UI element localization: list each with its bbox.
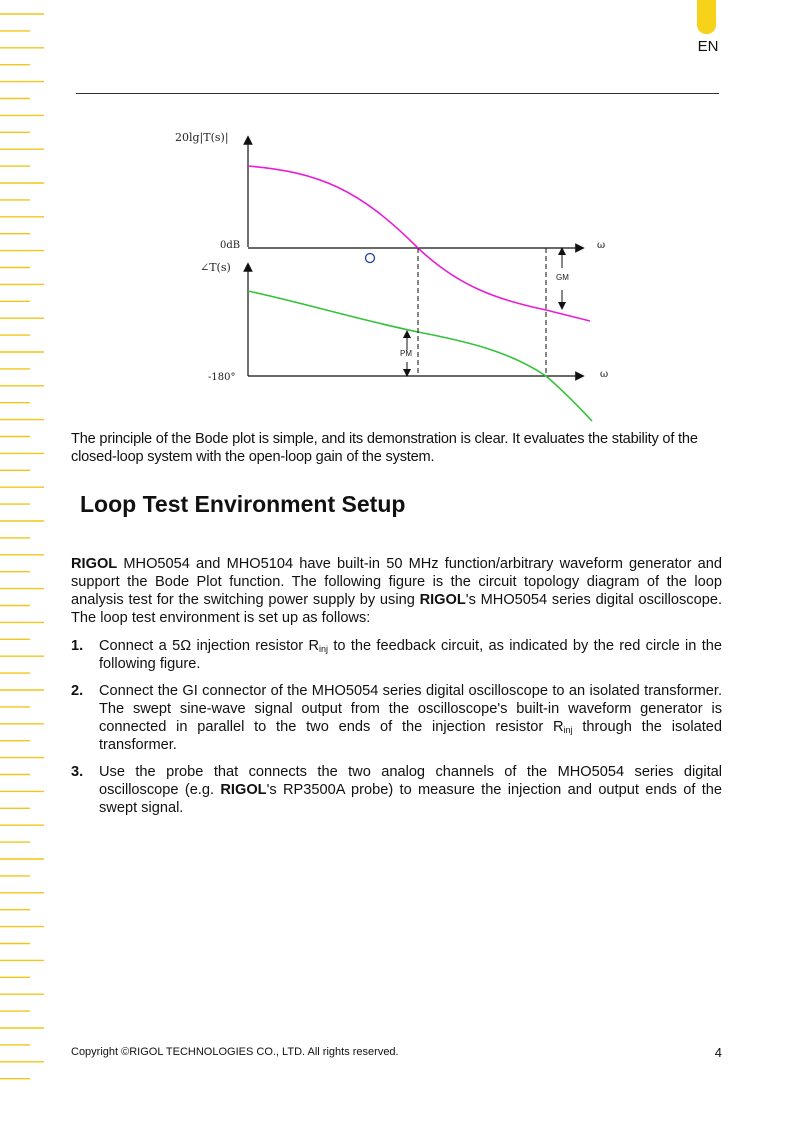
- minus-180-label: -180°: [208, 372, 236, 383]
- step-text: 's RP3500A probe) to measure the injection and output ends of the swept signal.: [99, 782, 722, 816]
- phase-curve: [248, 291, 592, 421]
- margin-tick-marks: [0, 0, 50, 1122]
- header-divider: [76, 93, 719, 94]
- pm-label: PM: [400, 349, 412, 358]
- marker-circle: [366, 254, 375, 263]
- brand-name: RIGOL: [71, 556, 118, 572]
- step-text: Connect the GI connector of the MHO5054 series digital oscilloscope to an isolated transformer. The swept sine-wave signal output from the oscilloscope's built-in waveform generator is connected in parallel to the two ends of the injection resistor R: [99, 683, 722, 735]
- figure-caption: The principle of the Bode plot is simple, and its demonstration is clear. It evaluates the stability of the closed-loop system with the open-loop gain of the system.: [71, 431, 698, 465]
- language-tab-marker: [697, 0, 716, 34]
- intro-text-part-1: MHO5054 and MHO5104 have built-in 50 MHz function/arbitrary waveform generator and support the Bode Plot function. The following figure is the circuit topology diagram of the loop analysis test for the switching power supply by using: [71, 556, 722, 608]
- step-number: 3.: [71, 764, 84, 780]
- omega-label-gain: ω: [597, 240, 606, 251]
- gain-axis-label: 20lg|T(s)|: [175, 131, 229, 144]
- step-text: through the isolated transformer.: [99, 719, 723, 753]
- setup-steps-list: [71, 637, 722, 826]
- list-item: [71, 682, 722, 754]
- brand-name: RIGOL: [419, 592, 466, 608]
- gm-label: GM: [556, 273, 569, 282]
- intro-text-part-2: 's MHO5054 series digital oscilloscope. The loop test environment is set up as follows:: [71, 592, 722, 626]
- step-number: 2.: [71, 683, 84, 699]
- step-number: 1.: [71, 638, 84, 654]
- gain-curve: [248, 166, 590, 321]
- list-item: [71, 637, 722, 673]
- section-heading: Loop Test Environment Setup: [80, 491, 406, 517]
- brand-name: RIGOL: [220, 782, 267, 798]
- page-number: 4: [714, 1045, 722, 1060]
- copyright-footer: Copyright ©RIGOL TECHNOLOGIES CO., LTD. All rights reserved.: [71, 1046, 399, 1058]
- subscript: inj: [319, 644, 329, 654]
- bode-plot-figure: [160, 120, 620, 425]
- step-text: Connect a 5Ω injection resistor R: [99, 638, 320, 654]
- subscript: inj: [563, 725, 573, 735]
- step-text: to the feedback circuit, as indicated by the red circle in the following figure.: [99, 638, 722, 672]
- list-item: [71, 763, 722, 817]
- intro-paragraph: [71, 555, 722, 627]
- omega-label-phase: ω: [600, 369, 609, 380]
- phase-axis-label: ∠T(s): [200, 261, 231, 274]
- step-text: Use the probe that connects the two analog channels of the MHO5054 series digital oscilloscope (e.g.: [99, 764, 722, 798]
- language-label: EN: [697, 38, 719, 55]
- zero-db-label: 0dB: [220, 240, 241, 251]
